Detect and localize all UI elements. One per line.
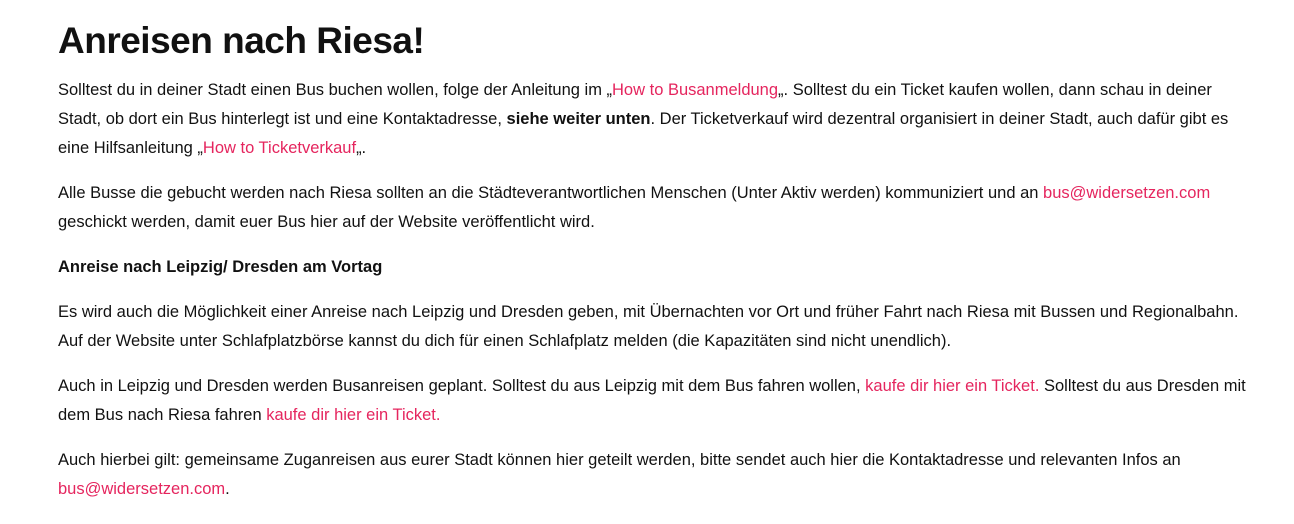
bus-registration-text-1: Alle Busse die gebucht werden nach Riesa sollten an die Städteverantwortlichen Menschen (Unter Aktiv werden) kommuniziert und an (58, 184, 1044, 202)
how-to-busanmeldung-link[interactable]: How to Busanmeldung (612, 81, 779, 99)
train-text-2: . (225, 480, 230, 498)
bus-registration-text-2: geschickt werden, damit euer Bus hier auf der Website veröffentlicht wird. (58, 213, 595, 231)
train-paragraph (58, 446, 1258, 504)
intro-text-1: Solltest du in deiner Stadt einen Bus buchen wollen, folge der Anleitung im „ (58, 81, 613, 99)
page-title: Anreisen nach Riesa! (58, 20, 425, 61)
article-content (58, 16, 1258, 520)
ticket-text-2: Solltest du aus Dresden mit dem Bus nach Riesa fahren (58, 377, 1246, 424)
train-email-link[interactable]: bus@widersetzen.com (58, 480, 226, 498)
bus-email-link[interactable]: bus@widersetzen.com (1043, 184, 1211, 202)
intro-text-3: . Der Ticketverkauf wird dezentral organisiert in deiner Stadt, auch dafür gibt es eine Hilfsanleitung „ (58, 110, 1229, 157)
leipzig-ticket-link[interactable]: kaufe dir hier ein Ticket. (865, 377, 1040, 395)
bus-registration-paragraph (58, 179, 1258, 237)
dresden-ticket-link[interactable]: kaufe dir hier ein Ticket. (266, 406, 441, 424)
section-subheading (58, 253, 1258, 282)
intro-text-2: „. Solltest du ein Ticket kaufen wollen, dann schau in deiner Stadt, ob dort ein Bus hinterlegt ist und eine Kontaktadresse, (58, 81, 1212, 128)
how-to-ticketverkauf-link[interactable]: How to Ticketverkauf (202, 139, 357, 157)
ticket-text-1: Auch in Leipzig und Dresden werden Busanreisen geplant. Solltest du aus Leipzig mit dem Bus fahren wollen, (58, 377, 866, 395)
intro-text-4: „. (356, 139, 367, 157)
ticket-paragraph (58, 372, 1258, 430)
train-text-1: Auch hierbei gilt: gemeinsame Zuganreisen aus eurer Stadt können hier geteilt werden, bitte sendet auch hier die Kontaktadresse und relevanten Infos an (58, 451, 1181, 469)
subheading-text: Anreise nach Leipzig/ Dresden am Vortag (58, 258, 383, 276)
leipzig-dresden-paragraph: Es wird auch die Möglichkeit einer Anreise nach Leipzig und Dresden geben, mit Übernachten vor Ort und früher Fahrt nach Riesa mit Bussen und Regionalbahn. Auf der Website unter Schlafplatzbörse kannst du dich für einen Schlafplatz melden (die Kapazitäten sind nicht unendlich). (58, 303, 1239, 350)
intro-paragraph (58, 76, 1258, 163)
intro-bold-text: siehe weiter unten (506, 110, 651, 128)
